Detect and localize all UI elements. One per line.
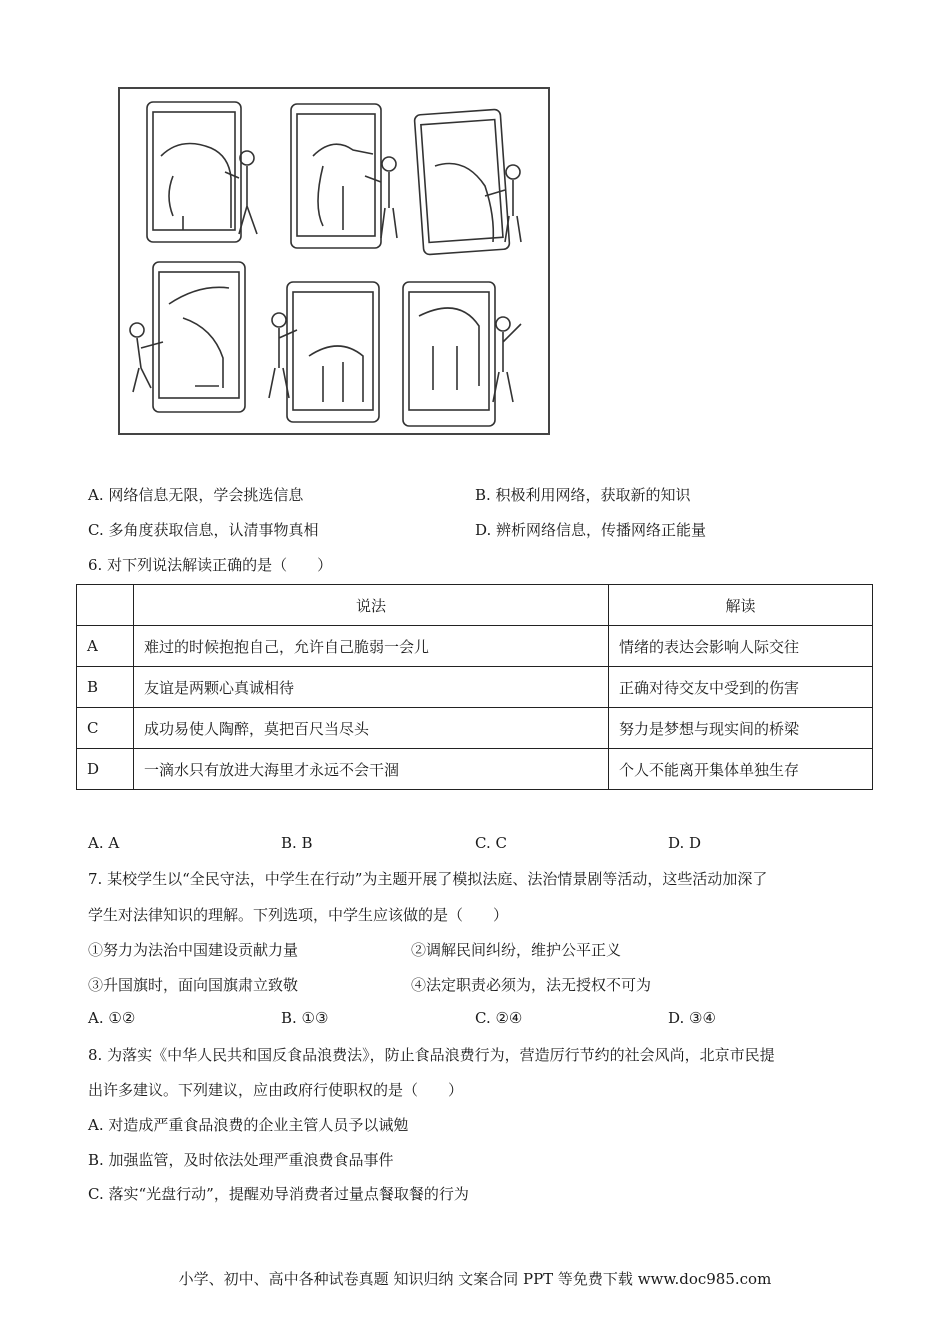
row-statement: 友谊是两颗心真诚相待 xyxy=(134,667,609,708)
q7-item-1: ①努力为法治中国建设贡献力量 xyxy=(88,941,299,959)
table-row xyxy=(77,749,873,790)
table-header-cell: 说法 xyxy=(134,585,609,626)
elephant-phones-illustration xyxy=(113,86,553,438)
q6-option-b: B. B xyxy=(281,834,313,852)
q6-option-d: D. D xyxy=(668,834,702,852)
q7-option-c: C. ②④ xyxy=(475,1009,523,1027)
q7-option-a: A. ①② xyxy=(88,1009,136,1027)
phone-panel-1 xyxy=(147,102,257,242)
row-statement: 难过的时候抱抱自己，允许自己脆弱一会儿 xyxy=(134,626,609,667)
table-header-cell xyxy=(77,585,134,626)
row-label: D xyxy=(77,749,134,790)
phone-panel-3 xyxy=(414,109,521,255)
table-row xyxy=(77,667,873,708)
q6-option-c: C. C xyxy=(475,834,507,852)
row-label: C xyxy=(77,708,134,749)
q8-option-c: C. 落实“光盘行动”，提醒劝导消费者过量点餐取餐的行为 xyxy=(88,1185,469,1203)
q7-option-d: D. ③④ xyxy=(668,1009,716,1027)
q5-option-a: A. 网络信息无限，学会挑选信息 xyxy=(88,486,304,504)
q7-item-3: ③升国旗时，面向国旗肃立致敬 xyxy=(88,976,299,994)
q5-option-c: C. 多角度获取信息，认清事物真相 xyxy=(88,521,319,539)
table-row xyxy=(77,708,873,749)
q6-option-a: A. A xyxy=(88,834,120,852)
q5-option-d: D. 辨析网络信息，传播网络正能量 xyxy=(475,521,707,539)
table-row xyxy=(77,626,873,667)
row-interpretation: 个人不能离开集体单独生存 xyxy=(609,749,873,790)
row-label: A xyxy=(77,626,134,667)
row-interpretation: 努力是梦想与现实间的桥梁 xyxy=(609,708,873,749)
q7-stem-line2: 学生对法律知识的理解。下列选项，中学生应该做的是（ ） xyxy=(88,906,509,924)
q6-stem: 6. 对下列说法解读正确的是（ ） xyxy=(88,556,333,574)
table-header-row xyxy=(77,585,873,626)
q8-option-b: B. 加强监管，及时依法处理严重浪费食品事件 xyxy=(88,1151,394,1169)
q7-option-b: B. ①③ xyxy=(281,1009,329,1027)
page-footer: 小学、初中、高中各种试卷真题 知识归纳 文案合同 PPT 等免费下载 www.doc985.com xyxy=(178,1270,772,1288)
q8-option-a: A. 对造成严重食品浪费的企业主管人员予以诫勉 xyxy=(88,1116,409,1134)
q7-item-4: ④法定职责必须为，法无授权不可为 xyxy=(411,976,652,994)
phone-panel-4 xyxy=(130,262,245,412)
phone-panel-2 xyxy=(291,104,397,248)
table-header-cell: 解读 xyxy=(609,585,873,626)
phone-panel-6 xyxy=(403,282,521,426)
q7-stem-line1: 7. 某校学生以“全民守法，中学生在行动”为主题开展了模拟法庭、法治情景剧等活动，这些活动加深了 xyxy=(88,870,768,888)
q6-table xyxy=(76,584,873,790)
row-statement: 成功易使人陶醉，莫把百尺当尽头 xyxy=(134,708,609,749)
q5-option-b: B. 积极利用网络，获取新的知识 xyxy=(475,486,691,504)
q7-item-2: ②调解民间纠纷，维护公平正义 xyxy=(411,941,622,959)
q8-stem-line1: 8. 为落实《中华人民共和国反食品浪费法》，防止食品浪费行为，营造厉行节约的社会风尚，北京市民提 xyxy=(88,1046,775,1064)
row-statement: 一滴水只有放进大海里才永远不会干涸 xyxy=(134,749,609,790)
row-interpretation: 情绪的表达会影响人际交往 xyxy=(609,626,873,667)
row-interpretation: 正确对待交友中受到的伤害 xyxy=(609,667,873,708)
row-label: B xyxy=(77,667,134,708)
q8-stem-line2: 出许多建议。下列建议，应由政府行使职权的是（ ） xyxy=(88,1081,464,1099)
phone-panel-5 xyxy=(269,282,379,422)
